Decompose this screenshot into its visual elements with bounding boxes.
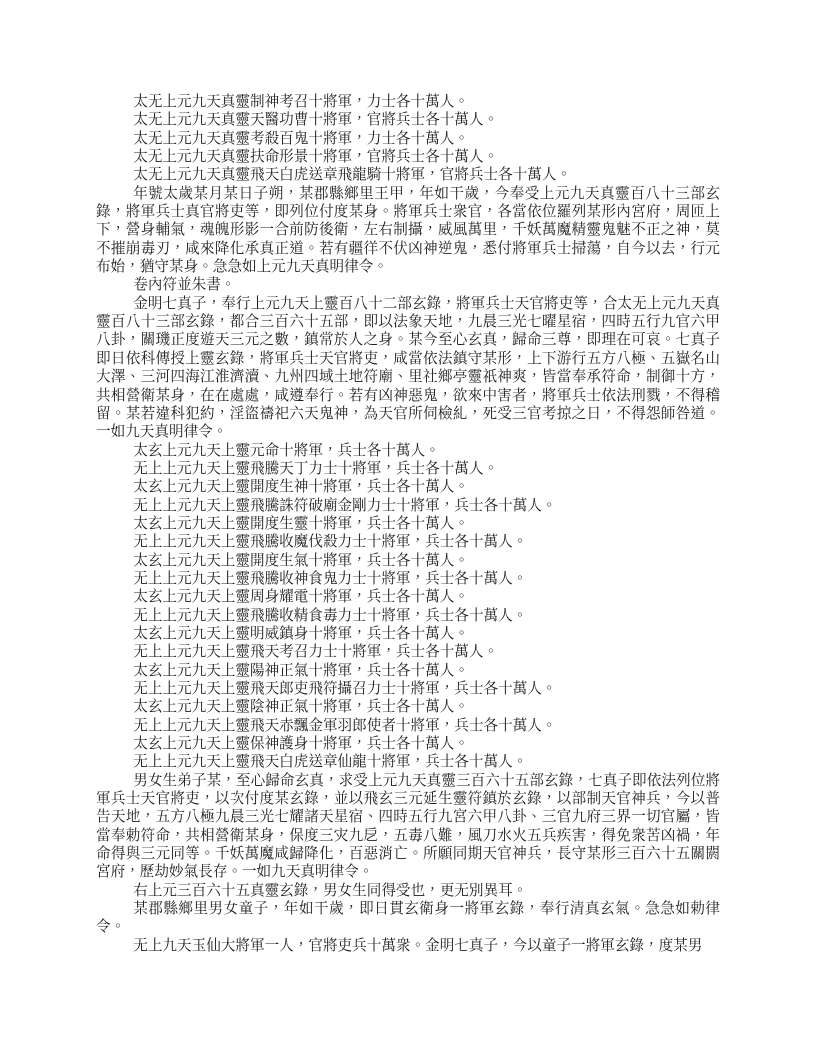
paragraph-22: 无上上元九天上靈飛天郎吏飛符攝召力士十將軍，兵士各十萬人。 <box>133 681 557 697</box>
page-body-text <box>96 93 720 955</box>
paragraph-28: 右上元三百六十五真靈玄錄，男女生同得受也，更无別異耳。 <box>133 882 528 899</box>
paragraph-5: 太无上元九天真靈飛天白虎送章飛龍騎十將軍，官將兵士各十萬人。 <box>133 167 572 184</box>
paragraph-4: 太无上元九天真靈扶命形景十將軍，官將兵士各十萬人。 <box>133 149 499 166</box>
paragraph-21: 太玄上元九天上靈陽神正氣十將軍，兵士各十萬人。 <box>133 662 469 679</box>
paragraph-12: 无上上元九天上靈飛騰誅符破廟金剛力士十將軍，兵士各十萬人。 <box>133 497 557 514</box>
paragraph-15: 太玄上元九天上靈開度生氣十將軍，兵士各十萬人。 <box>133 552 469 569</box>
paragraph-7: 卷內符並朱書。 <box>133 277 236 294</box>
paragraph-17: 太玄上元九天上靈周身耀電十將軍，兵士各十萬人。 <box>133 589 469 606</box>
paragraph-16: 无上上元九天上靈飛騰收神食鬼力士十將軍，兵士各十萬人。 <box>133 570 528 587</box>
paragraph-29: 某郡縣鄉里男女童子，年如干歲，即日貫玄衛身一將軍玄錄，奉行清真玄氣。急急如勅律令。 <box>96 901 720 936</box>
paragraph-1: 太无上元九天真靈制神考召十將軍，力士各十萬人。 <box>133 94 469 110</box>
paragraph-24: 无上上元九天上靈飛天赤飄金軍羽郎使者十將軍，兵士各十萬人。 <box>133 717 557 734</box>
paragraph-8: 金明七真子，奉行上元九天上靈百八十二部玄錄，將軍兵士天官將吏等，合太无上元九天真靈百八十三部玄錄，都合三百六十五部，即以法象天地，九晨三光七曜星宿，四時五行九官六甲八卦，關璣正度遊天三元之數，鎮常於人之身。某今至心玄真，歸命三尊，即理在可哀。七真子即日依科傳授上靈玄錄，將軍兵士天官將吏，咸當依法鎮守某形，上下游行五方八極、五嶽名山大澤、三河四海江淮濟瀆、九州四域土地符廟、里社鄉亭靈祇神爽，皆當奉承符命，制御十方，共相營衛某身，在在處處，咸遵奉行。若有凶神惡鬼，欲來中害者，將軍兵士依法刑戮，不得稽留。某若違科犯約，淫盜禱祀六天鬼神，為天官所伺檢糺，死受三官考掠之日，不得怨師咎道。一如九天真明律令。 <box>96 295 720 441</box>
paragraph-18: 无上上元九天上靈飛騰收精食毒力士十將軍，兵士各十萬人。 <box>133 607 528 624</box>
paragraph-27: 男女生弟子某，至心歸命玄真，求受上元九天真靈三百六十五部玄錄，七真子即依法列位將軍兵士天官將吏，以次付度某玄錄，並以飛玄三元延生靈符鎮於玄錄，以部制天官神兵，今以普告天地，五方八極九晨三光七耀諸天星宿、四時五行九宮六甲八卦、三官九府三界一切官屬，皆當奉勅符命，共相營衛某身，保度三灾九戹，五毒八難，風刀水火五兵疾害，得免衆苦凶禍，年命得與三元同等。千妖萬魔咸歸降化，百惡消亡。所願同期天官神兵，長守某形三百六十五關閼宮府，歷劫妙氣長存。一如九天真明律令。 <box>96 772 720 881</box>
paragraph-26: 无上上元九天上靈飛天白虎送章仙龍十將軍，兵士各十萬人。 <box>133 754 528 771</box>
paragraph-3: 太无上元九天真靈考殺百鬼十將軍，力士各十萬人。 <box>133 130 469 147</box>
paragraph-25: 太玄上元九天上靈保神護身十將軍，兵士各十萬人。 <box>133 736 469 753</box>
paragraph-23: 太玄上元九天上靈陰神正氣十將軍，兵士各十萬人。 <box>133 699 469 716</box>
paragraph-19: 太玄上元九天上靈明威鎮身十將軍，兵士各十萬人。 <box>133 625 469 642</box>
paragraph-2: 太无上元九天真靈天醫功曹十將軍，官將兵士各十萬人。 <box>133 112 499 129</box>
paragraph-14: 无上上元九天上靈飛騰收魔伐殺力士十將軍，兵士各十萬人。 <box>133 534 528 551</box>
paragraph-11: 太玄上元九天上靈開度生神十將軍，兵士各十萬人。 <box>133 479 469 496</box>
paragraph-30: 无上九天玉仙大將軍一人，官將吏兵十萬衆。金明七真子，今以童子一將軍玄錄，度某男 <box>133 937 703 954</box>
paragraph-6: 年號太歲某月某日子朔，某郡縣鄉里王甲，年如干歲，今奉受上元九天真靈百八十三部玄錄，將軍兵士真官將吏等，即列位付度某身。將軍兵士衆官，各當依位羅列某形內宮府，周匝上下，營身輔氣，魂魄形影一合前防後衛，左右制攝，威風萬里，千妖萬魔精靈鬼魅不正之神，莫不摧崩毒刃，咸來降化承真正道。若有疆徉不伏凶神逆鬼，悉付將軍兵士掃蕩，自今以去，行元布始，猶守某身。急急如上元九天真明律令。 <box>96 185 720 276</box>
paragraph-9: 太玄上元九天上靈元命十將軍，兵士各十萬人。 <box>133 442 440 459</box>
paragraph-13: 太玄上元九天上靈開度生靈十將軍，兵士各十萬人。 <box>133 515 469 532</box>
paragraph-20: 无上上元九天上靈飛天考召力士十將軍，兵士各十萬人。 <box>133 644 499 661</box>
paragraph-10: 无上上元九天上靈飛騰天丁力士十將軍，兵士各十萬人。 <box>133 460 499 477</box>
